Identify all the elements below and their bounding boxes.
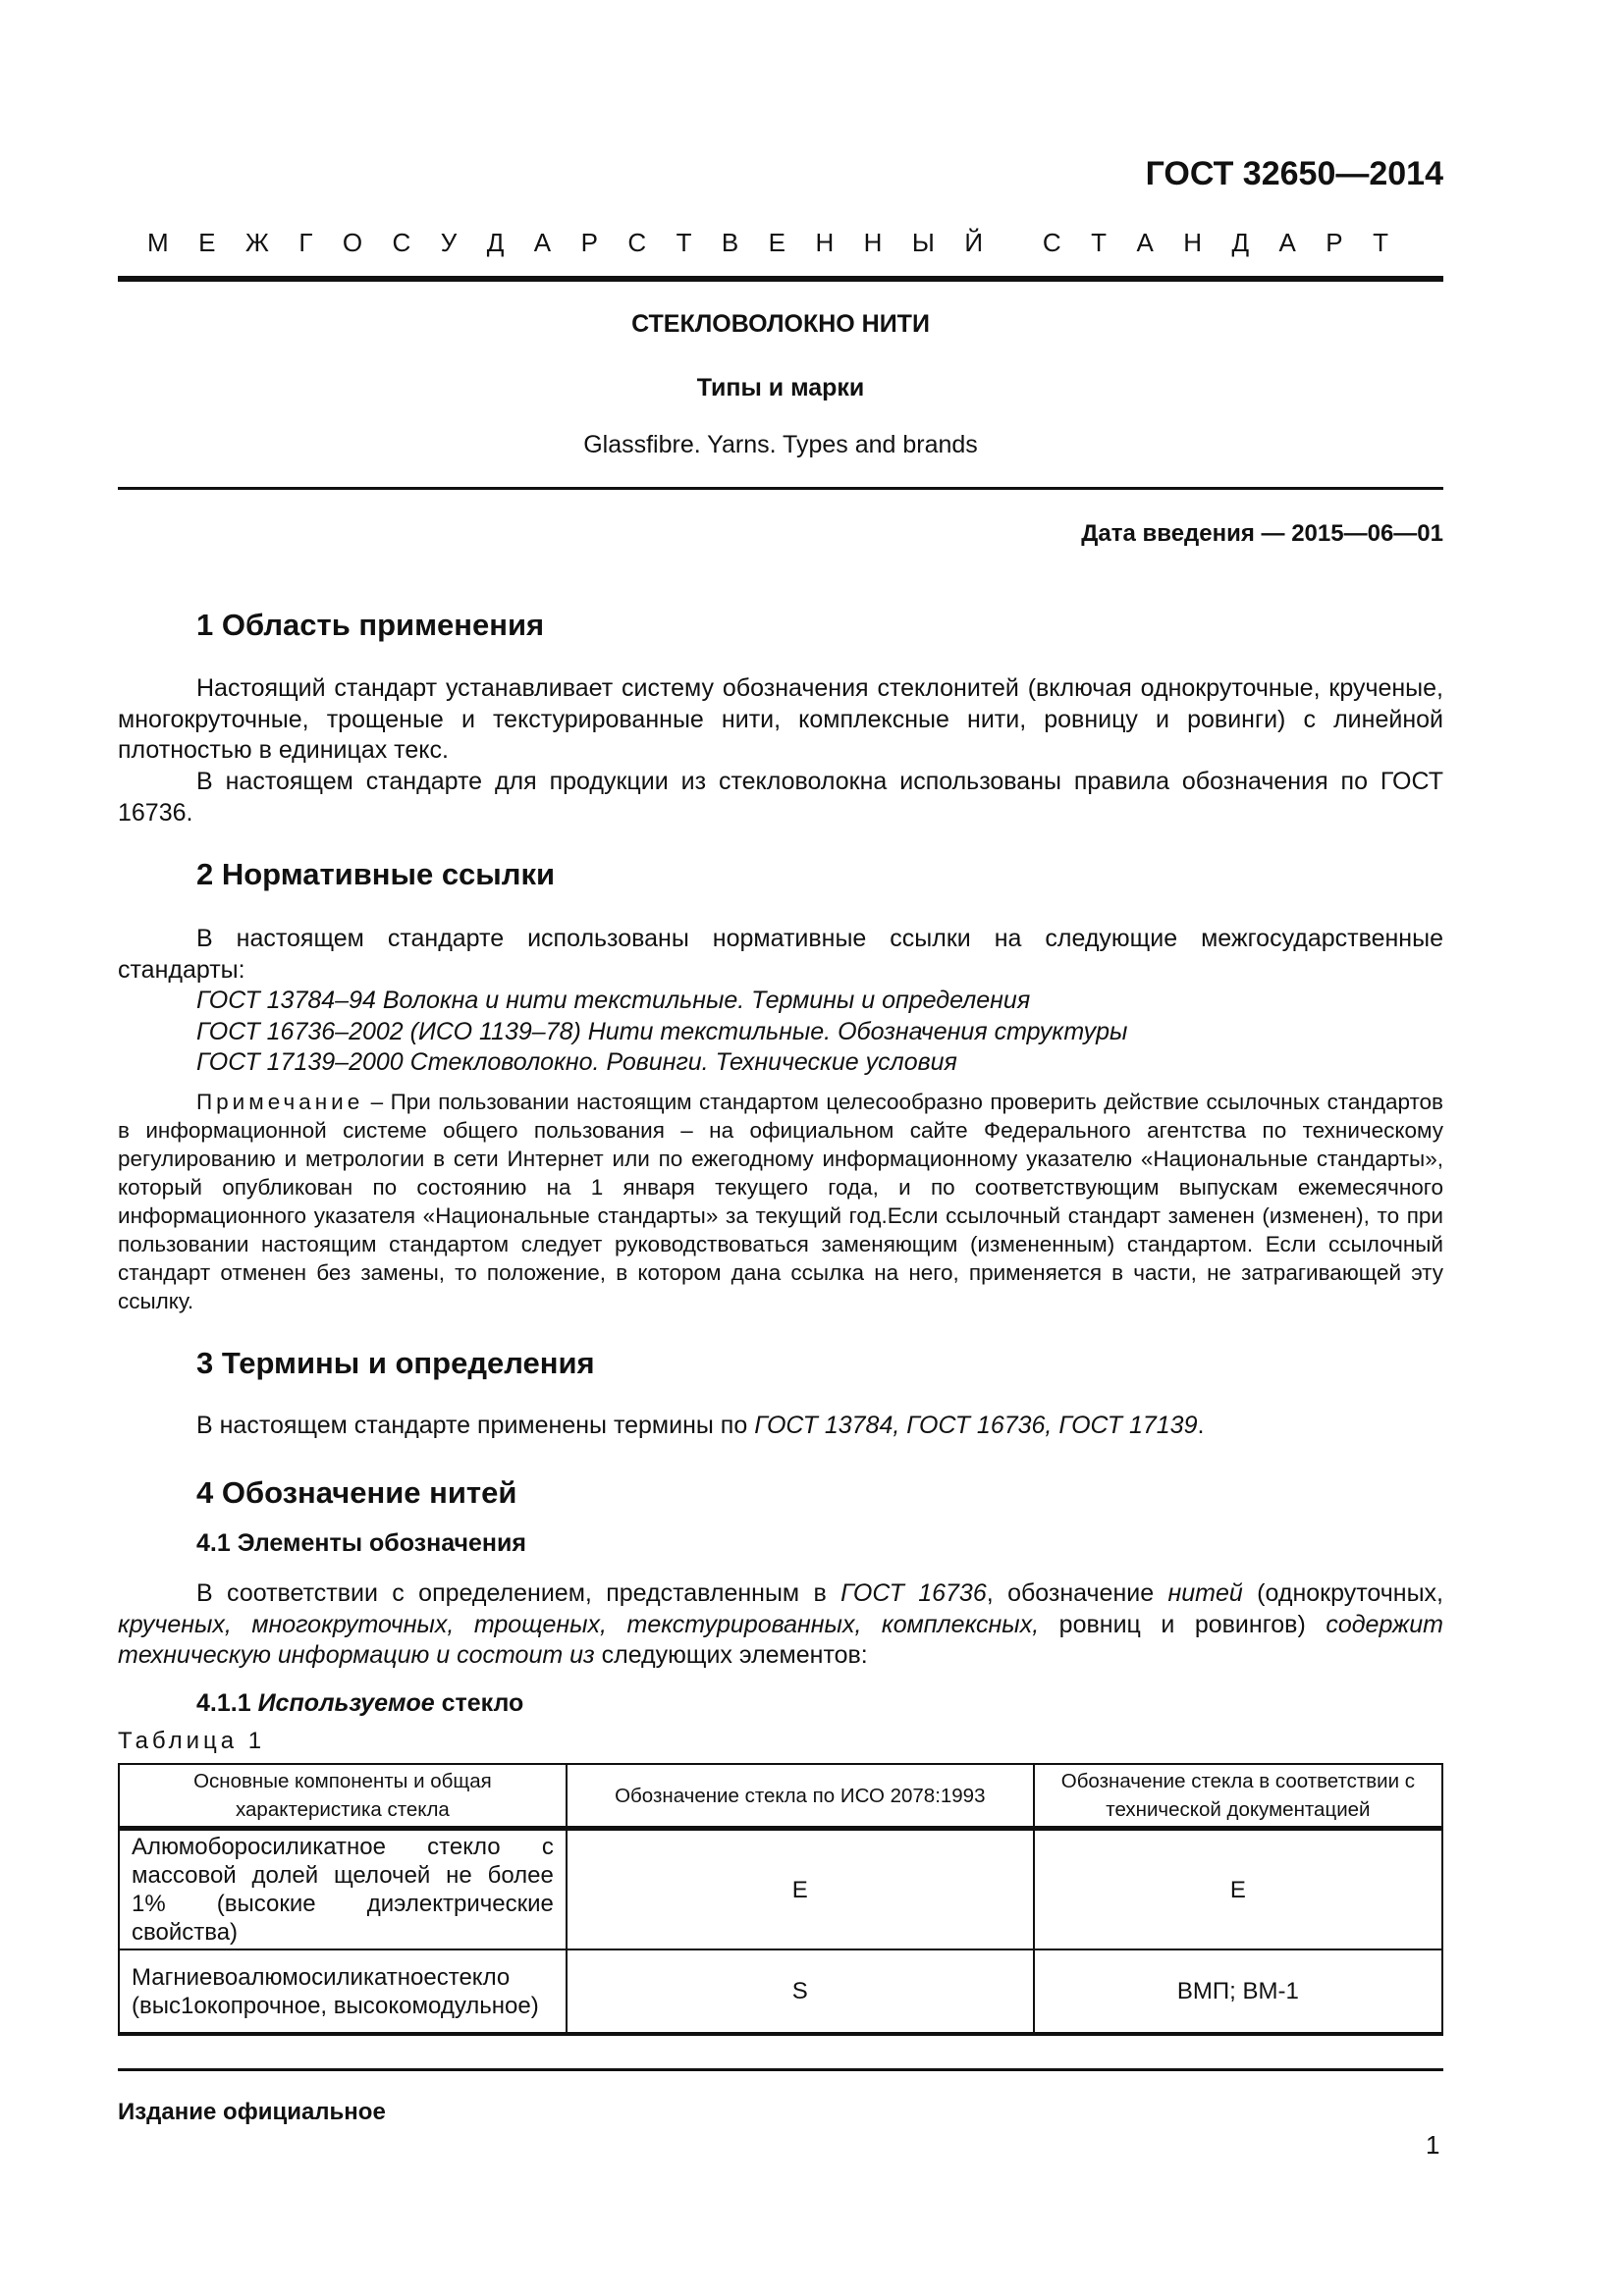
banner-letter: Н <box>863 228 883 257</box>
banner-letter: С <box>1042 228 1061 257</box>
banner-letter: О <box>342 228 363 257</box>
column-header: Основные компоненты и общая характеристика стекла <box>119 1764 567 1829</box>
banner-letter: Е <box>768 228 786 257</box>
banner-letter: Ы <box>911 228 935 257</box>
interstate-standard-banner <box>147 228 1388 258</box>
column-header: Обозначение стекла по ИСО 2078:1993 <box>567 1764 1034 1829</box>
table-cell: Алюмоборосиликатное стекло с массовой долей щелочей не более 1% (высокие диэлектрические свойства) <box>119 1829 567 1950</box>
section-3-text <box>118 1411 1443 1442</box>
table-row <box>119 1829 1442 1950</box>
banner-letter: Г <box>298 228 313 257</box>
banner-letter: А <box>1278 228 1296 257</box>
banner-letter: Р <box>1326 228 1343 257</box>
text: В настоящем стандарте применены термины по <box>196 1412 755 1439</box>
table-cell: ВМП; ВМ-1 <box>1034 1949 1442 2034</box>
reference-list <box>196 986 1127 1079</box>
footer-divider <box>118 2068 1443 2071</box>
section-2-heading: 2 Нормативные ссылки <box>196 857 556 891</box>
table-cell: S <box>567 1949 1034 2034</box>
text: следующих элементов: <box>594 1641 868 1670</box>
text-italic: ГОСТ 13784, ГОСТ 16736, ГОСТ 17139 <box>754 1412 1198 1439</box>
table-row <box>119 1949 1442 2034</box>
paragraph: В настоящем стандарте использованы нормативные ссылки на следующие межгосударственные стандарты: <box>118 925 1443 984</box>
table-caption: Таблица 1 <box>118 1728 266 1754</box>
table-cell: Магниевоалюмосиликатноестекло (выс1окопрочное, высокомодульное) <box>119 1949 567 2034</box>
banner-letter: Т <box>1091 228 1108 257</box>
text: ровниц и ровингов) <box>1039 1610 1326 1638</box>
text: 4.1.1 <box>196 1689 258 1717</box>
text-italic: крученых, многокруточных, трощеных, текстурированных, комплексных, <box>118 1610 1040 1638</box>
section-1-text <box>118 673 1443 829</box>
banner-letter: Т <box>676 228 692 257</box>
text: В соответствии с определением, представленным в <box>196 1579 841 1607</box>
english-title: Glassfibre. Yarns. Types and brands <box>583 431 978 458</box>
text-italic: ГОСТ 16736 <box>840 1579 987 1607</box>
document-subtitle: Типы и марки <box>696 374 865 401</box>
banner-letter: С <box>392 228 411 257</box>
banner-letter: У <box>440 228 458 257</box>
text-italic: Используемое <box>257 1689 435 1717</box>
subsection-4-1-text <box>118 1578 1443 1672</box>
text: (однокруточных, <box>1242 1579 1443 1607</box>
text: , обозначение <box>986 1579 1168 1607</box>
banner-letter: Ж <box>244 228 269 257</box>
table-cell: E <box>567 1829 1034 1950</box>
header-divider <box>118 276 1443 282</box>
text: стекло <box>434 1689 524 1717</box>
glass-designation-table <box>118 1763 1443 2036</box>
text-italic: содержит техническую информацию и состоит из <box>118 1610 1443 1670</box>
document-title: СТЕКЛОВОЛОКНО НИТИ <box>631 310 930 338</box>
table-cell: E <box>1034 1829 1442 1950</box>
section-3-heading: 3 Термины и определения <box>196 1346 595 1380</box>
paragraph: В настоящем стандарте для продукции из стекловолокна использованы правила обозначения по ГОСТ 16736. <box>118 768 1443 827</box>
banner-letter: Т <box>1373 228 1388 257</box>
edition-label: Издание официальное <box>118 2099 386 2125</box>
banner-letter: Д <box>486 228 505 257</box>
banner-letter: М <box>147 228 169 257</box>
reference-item: ГОСТ 16736–2002 (ИСО 1139–78) Нити текстильные. Обозначения структуры <box>196 1017 1128 1045</box>
banner-letter: А <box>1136 228 1154 257</box>
reference-item: ГОСТ 17139–2000 Стекловолокно. Ровинги. Технические условия <box>196 1048 957 1077</box>
column-header: Обозначение стекла в соответствии с технической документацией <box>1034 1764 1442 1829</box>
document-number: ГОСТ 32650—2014 <box>1145 155 1443 192</box>
banner-letter: Й <box>964 228 984 257</box>
subsection-4-1-heading: 4.1 Элементы обозначения <box>196 1529 526 1557</box>
banner-letter: Р <box>580 228 598 257</box>
banner-letter: Д <box>1231 228 1250 257</box>
banner-letter: А <box>533 228 552 257</box>
note <box>118 1088 1443 1315</box>
title-divider <box>118 487 1443 490</box>
section-4-heading: 4 Обозначение нитей <box>196 1475 517 1510</box>
note-label: Примечание <box>196 1090 364 1114</box>
note-text: – При пользовании настоящим стандартом целесообразно проверить действие ссылочных стандартов в информационной системе общего пользования – на официальном сайте Федерального агентства по техническому регулированию и метрологии в сети Интернет или по ежегодному информационному указателю «Национальные стандарты», который опубликован по состоянию на 1 января текущего года, и по соответствующим выпускам ежемесячного информационного указателя «Национальные стандарты» за текущий год.Если ссылочный стандарт заменен (изменен), то при пользовании настоящим стандартом следует руководствоваться заменяющим (измененным) стандартом. Если ссылочный стандарт отменен без замены, то положение, в котором дана ссылка на него, применяется в части, не затрагивающей эту ссылку. <box>118 1090 1443 1313</box>
subsection-4-1-1-heading <box>196 1689 523 1718</box>
text-italic: нитей <box>1167 1579 1243 1607</box>
banner-letter: Н <box>1183 228 1203 257</box>
text: . <box>1197 1412 1205 1439</box>
section-2-text <box>118 924 1443 986</box>
reference-item: ГОСТ 13784–94 Волокна и нити текстильные. Термины и определения <box>196 987 1031 1014</box>
banner-letter: С <box>627 228 647 257</box>
banner-letter: Е <box>198 228 216 257</box>
banner-letter: Н <box>815 228 835 257</box>
paragraph: Настоящий стандарт устанавливает систему обозначения стеклонитей (включая однокруточные, крученые, многокруточные, трощеные и текстурированные нити, комплексные нити, ровницу и ровинги) с линейной плотностью в единицах текс. <box>118 674 1443 765</box>
section-1-heading: 1 Область применения <box>196 608 545 642</box>
introduction-date: Дата введения — 2015—06—01 <box>1081 520 1443 547</box>
banner-letter: В <box>721 228 739 257</box>
table-header-row <box>119 1764 1442 1829</box>
page-number: 1 <box>1426 2130 1440 2160</box>
